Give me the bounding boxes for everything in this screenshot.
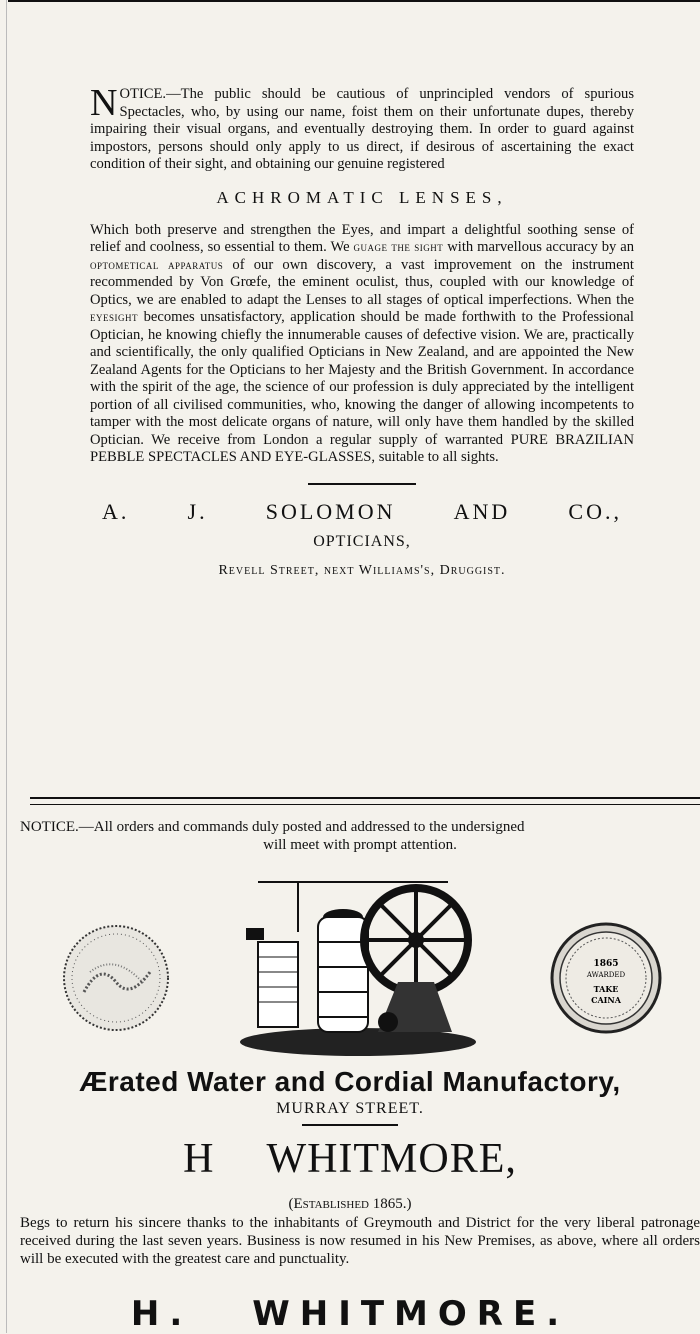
footer-initial: H. bbox=[130, 1294, 193, 1334]
top-rule bbox=[8, 0, 700, 2]
small-caps-1: guage the sight bbox=[353, 240, 444, 254]
address-line: Revell Street, next Williams's, Druggist. bbox=[218, 562, 506, 578]
proprietor-name bbox=[0, 1135, 700, 1183]
established-text: (Established 1865.) bbox=[288, 1196, 412, 1212]
profession-line: OPTICIANS, bbox=[313, 532, 411, 550]
thanks-paragraph: Begs to return his sincere thanks to the inhabitants of Greymouth and District for the very liberal patronage received during the last seven years. Business is now resumed in his New Premises, as above, where all orders will be executed with the greatest care and punctuality. bbox=[20, 1215, 700, 1267]
drop-cap: N bbox=[90, 82, 118, 124]
firm-name bbox=[90, 499, 634, 525]
firm-word: SOLOMON bbox=[265, 498, 396, 524]
street-line: MURRAY STREET. bbox=[276, 1100, 424, 1117]
firm-word: AND bbox=[453, 498, 511, 524]
established-line bbox=[0, 1196, 700, 1213]
notice-text: OTICE.—The public should be cautious of unprincipled vendors of spurious Spectacles, who, by using our name, foist them on their unfortunate dupes, thereby impairing their visual organs, and eventually destroying them. In order to guard against impostors, persons should only apply to us direct, if desirous of ascertaining the exact condition of their sight, and obtaining our genuine registered bbox=[90, 86, 634, 172]
medal-word: CAINA bbox=[591, 995, 621, 1005]
lenses-paragraph bbox=[90, 222, 634, 467]
body-text-3: of our own discovery, a vast improvement on the instrument recommended by Von Grœfe, the eminent oculist, thus, coupled with our knowledge of Optics, we are enabled to adapt the Lenses to all stages of optical imperfections. When the bbox=[90, 256, 634, 308]
body-text-1: Which both preserve and strengthen the Eyes, and impart a delightful soothing sense of relief and coolness, so essential to them. We bbox=[90, 221, 634, 255]
body-text-2: with marvellous accuracy by an bbox=[447, 239, 634, 255]
manufactory-title: Ærated Water and Cordial Manufactory, bbox=[79, 1066, 621, 1097]
soda-machine-icon bbox=[238, 872, 478, 1057]
factory-illustration bbox=[60, 872, 670, 1062]
medal-awarded: AWARDED bbox=[586, 971, 626, 979]
notice-paragraph bbox=[90, 82, 634, 174]
short-rule bbox=[302, 1124, 398, 1126]
orders-notice-line-2: will meet with prompt attention. bbox=[263, 837, 457, 853]
small-caps-3: eyesight bbox=[90, 310, 138, 324]
firm-word: CO., bbox=[568, 498, 622, 524]
proprietor-initial: H bbox=[183, 1136, 215, 1182]
medal-year: 1865 bbox=[593, 959, 619, 969]
medal-word: TAKE bbox=[593, 984, 619, 994]
column-edge bbox=[6, 0, 7, 1333]
proprietor-surname: WHITMORE, bbox=[266, 1136, 517, 1182]
small-caps-2: optometical apparatus bbox=[90, 257, 224, 272]
section-divider bbox=[30, 797, 700, 805]
firm-word: A. bbox=[102, 498, 130, 524]
aerated-notice bbox=[20, 818, 700, 854]
body-text-4: becomes unsatisfactory, application should be made forthwith to the Professional Optician, he knowing chiefly the innumerable causes of defective vision. We are, practically and scientifically, the only qualified Opticians in New Zealand, and are appointed the New Zealand Agents for the Opticians to her Majesty and the British Government. In accordance with the spirit of the age, the science of our profession is duly appreciated by the intelligent portion of all civilised communities, who, knowing the danger of allowing incompetents to tamper with the most delicate organs of nature, will only have them handled by the skilled Optician. We receive from London a regular supply of warranted PURE BRAZILIAN PEBBLE SPECTACLES AND EYE-GLASSES, suitable to all sights. bbox=[90, 309, 634, 465]
lenses-heading: ACHROMATIC LENSES, bbox=[216, 187, 508, 207]
medal-right-icon bbox=[550, 922, 662, 1034]
firm-word: J. bbox=[187, 498, 208, 524]
orders-notice-line-1: NOTICE.—All orders and commands duly posted and addressed to the undersigned bbox=[20, 819, 525, 835]
footer-surname: WHITMORE. bbox=[252, 1294, 570, 1334]
footer-proprietor bbox=[0, 1294, 700, 1334]
short-rule bbox=[308, 483, 416, 485]
medal-left-icon bbox=[60, 922, 172, 1034]
optician-advertisement bbox=[90, 82, 634, 579]
